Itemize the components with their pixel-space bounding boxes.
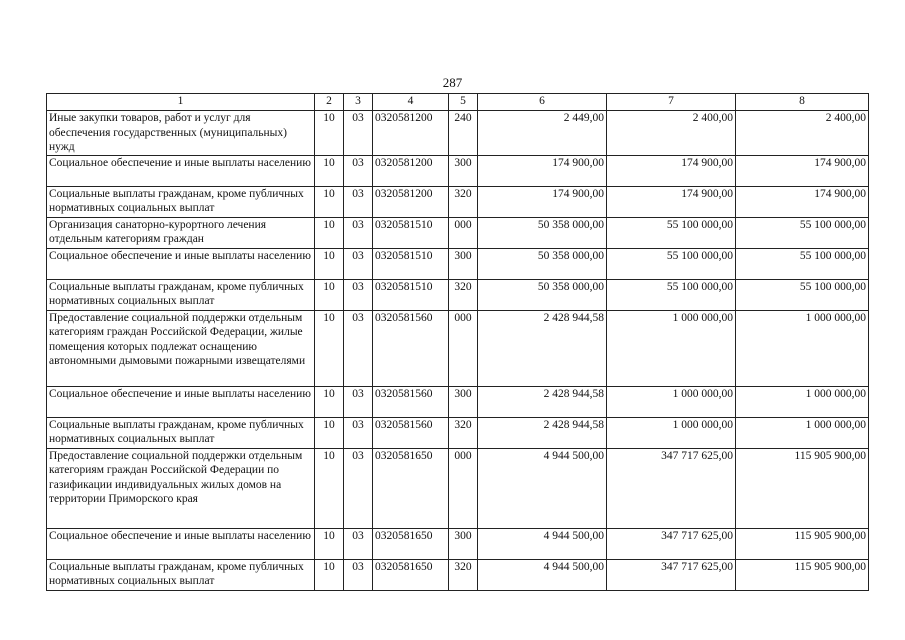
- section-code-cell: 10: [315, 155, 344, 186]
- amount-col7-cell: 55 100 000,00: [607, 248, 736, 279]
- section-code-cell: 10: [315, 417, 344, 448]
- expense-type-cell: 320: [449, 417, 478, 448]
- table-row: [47, 528, 869, 559]
- table-row: [47, 248, 869, 279]
- header-row: [47, 94, 869, 111]
- row-name-cell: Социальное обеспечение и иные выплаты населению: [47, 248, 315, 279]
- amount-col8-cell: 174 900,00: [736, 186, 869, 217]
- target-article-cell: 0320581560: [373, 386, 449, 417]
- row-name-cell: Предоставление социальной поддержки отдельным категориям граждан Российской Федерации, жилые помещения которых подлежат оснащению автономными дымовыми пожарными извещателями: [47, 310, 315, 386]
- amount-col6-cell: 50 358 000,00: [478, 217, 607, 248]
- amount-col8-cell: 115 905 900,00: [736, 559, 869, 590]
- amount-col7-cell: 347 717 625,00: [607, 559, 736, 590]
- amount-col6-cell: 50 358 000,00: [478, 279, 607, 310]
- expense-type-cell: 300: [449, 155, 478, 186]
- page-number: 287: [442, 75, 463, 90]
- subsection-code-cell: 03: [344, 248, 373, 279]
- column-header: 2: [315, 94, 344, 111]
- amount-col6-cell: 2 449,00: [478, 111, 607, 156]
- amount-col8-cell: 1 000 000,00: [736, 417, 869, 448]
- amount-col8-cell: 1 000 000,00: [736, 310, 869, 386]
- target-article-cell: 0320581650: [373, 528, 449, 559]
- table-row: [47, 448, 869, 528]
- amount-col6-cell: 4 944 500,00: [478, 559, 607, 590]
- table-row: [47, 111, 869, 156]
- amount-col8-cell: 1 000 000,00: [736, 386, 869, 417]
- subsection-code-cell: 03: [344, 417, 373, 448]
- section-code-cell: 10: [315, 248, 344, 279]
- row-name-cell: Социальные выплаты гражданам, кроме публичных нормативных социальных выплат: [47, 186, 315, 217]
- subsection-code-cell: 03: [344, 279, 373, 310]
- target-article-cell: 0320581200: [373, 111, 449, 156]
- amount-col7-cell: 2 400,00: [607, 111, 736, 156]
- section-code-cell: 10: [315, 310, 344, 386]
- table-row: [47, 559, 869, 590]
- amount-col7-cell: 55 100 000,00: [607, 279, 736, 310]
- expense-type-cell: 300: [449, 528, 478, 559]
- subsection-code-cell: 03: [344, 310, 373, 386]
- section-code-cell: 10: [315, 279, 344, 310]
- section-code-cell: 10: [315, 559, 344, 590]
- amount-col6-cell: 4 944 500,00: [478, 448, 607, 528]
- amount-col6-cell: 2 428 944,58: [478, 310, 607, 386]
- target-article-cell: 0320581650: [373, 448, 449, 528]
- subsection-code-cell: 03: [344, 111, 373, 156]
- amount-col7-cell: 174 900,00: [607, 186, 736, 217]
- column-header: 8: [736, 94, 869, 111]
- amount-col7-cell: 174 900,00: [607, 155, 736, 186]
- table-row: [47, 155, 869, 186]
- target-article-cell: 0320581650: [373, 559, 449, 590]
- amount-col6-cell: 2 428 944,58: [478, 386, 607, 417]
- amount-col6-cell: 2 428 944,58: [478, 417, 607, 448]
- table-row: [47, 417, 869, 448]
- section-code-cell: 10: [315, 528, 344, 559]
- amount-col8-cell: 174 900,00: [736, 155, 869, 186]
- expense-type-cell: 240: [449, 111, 478, 156]
- amount-col8-cell: 55 100 000,00: [736, 248, 869, 279]
- budget-table: [46, 93, 869, 591]
- target-article-cell: 0320581560: [373, 417, 449, 448]
- table-row: [47, 279, 869, 310]
- amount-col6-cell: 174 900,00: [478, 186, 607, 217]
- target-article-cell: 0320581200: [373, 186, 449, 217]
- target-article-cell: 0320581560: [373, 310, 449, 386]
- amount-col7-cell: 1 000 000,00: [607, 417, 736, 448]
- subsection-code-cell: 03: [344, 448, 373, 528]
- amount-col6-cell: 50 358 000,00: [478, 248, 607, 279]
- table-row: [47, 310, 869, 386]
- amount-col8-cell: 2 400,00: [736, 111, 869, 156]
- target-article-cell: 0320581200: [373, 155, 449, 186]
- row-name-cell: Социальное обеспечение и иные выплаты населению: [47, 528, 315, 559]
- column-header: 6: [478, 94, 607, 111]
- row-name-cell: Иные закупки товаров, работ и услуг для обеспечения государственных (муниципальных) нужд: [47, 111, 315, 156]
- subsection-code-cell: 03: [344, 559, 373, 590]
- amount-col6-cell: 4 944 500,00: [478, 528, 607, 559]
- row-name-cell: Организация санаторно-курортного лечения отдельным категориям граждан: [47, 217, 315, 248]
- table-row: [47, 217, 869, 248]
- table-row: [47, 186, 869, 217]
- section-code-cell: 10: [315, 186, 344, 217]
- subsection-code-cell: 03: [344, 155, 373, 186]
- subsection-code-cell: 03: [344, 386, 373, 417]
- row-name-cell: Предоставление социальной поддержки отдельным категориям граждан Российской Федерации по газификации индивидуальных жилых домов на территории Приморского края: [47, 448, 315, 528]
- amount-col8-cell: 55 100 000,00: [736, 279, 869, 310]
- column-header: 1: [47, 94, 315, 111]
- subsection-code-cell: 03: [344, 186, 373, 217]
- column-header: 3: [344, 94, 373, 111]
- amount-col7-cell: 55 100 000,00: [607, 217, 736, 248]
- column-header: 5: [449, 94, 478, 111]
- column-header: 7: [607, 94, 736, 111]
- table-row: [47, 386, 869, 417]
- target-article-cell: 0320581510: [373, 248, 449, 279]
- row-name-cell: Социальные выплаты гражданам, кроме публичных нормативных социальных выплат: [47, 279, 315, 310]
- section-code-cell: 10: [315, 111, 344, 156]
- amount-col8-cell: 115 905 900,00: [736, 528, 869, 559]
- row-name-cell: Социальное обеспечение и иные выплаты населению: [47, 386, 315, 417]
- amount-col7-cell: 1 000 000,00: [607, 310, 736, 386]
- row-name-cell: Социальные выплаты гражданам, кроме публичных нормативных социальных выплат: [47, 417, 315, 448]
- expense-type-cell: 300: [449, 386, 478, 417]
- subsection-code-cell: 03: [344, 217, 373, 248]
- expense-type-cell: 000: [449, 310, 478, 386]
- amount-col8-cell: 115 905 900,00: [736, 448, 869, 528]
- expense-type-cell: 000: [449, 448, 478, 528]
- row-name-cell: Социальные выплаты гражданам, кроме публичных нормативных социальных выплат: [47, 559, 315, 590]
- expense-type-cell: 300: [449, 248, 478, 279]
- subsection-code-cell: 03: [344, 528, 373, 559]
- amount-col7-cell: 347 717 625,00: [607, 528, 736, 559]
- amount-col8-cell: 55 100 000,00: [736, 217, 869, 248]
- section-code-cell: 10: [315, 448, 344, 528]
- expense-type-cell: 000: [449, 217, 478, 248]
- section-code-cell: 10: [315, 217, 344, 248]
- amount-col7-cell: 1 000 000,00: [607, 386, 736, 417]
- column-header: 4: [373, 94, 449, 111]
- amount-col6-cell: 174 900,00: [478, 155, 607, 186]
- expense-type-cell: 320: [449, 279, 478, 310]
- expense-type-cell: 320: [449, 559, 478, 590]
- target-article-cell: 0320581510: [373, 279, 449, 310]
- target-article-cell: 0320581510: [373, 217, 449, 248]
- expense-type-cell: 320: [449, 186, 478, 217]
- section-code-cell: 10: [315, 386, 344, 417]
- row-name-cell: Социальное обеспечение и иные выплаты населению: [47, 155, 315, 186]
- amount-col7-cell: 347 717 625,00: [607, 448, 736, 528]
